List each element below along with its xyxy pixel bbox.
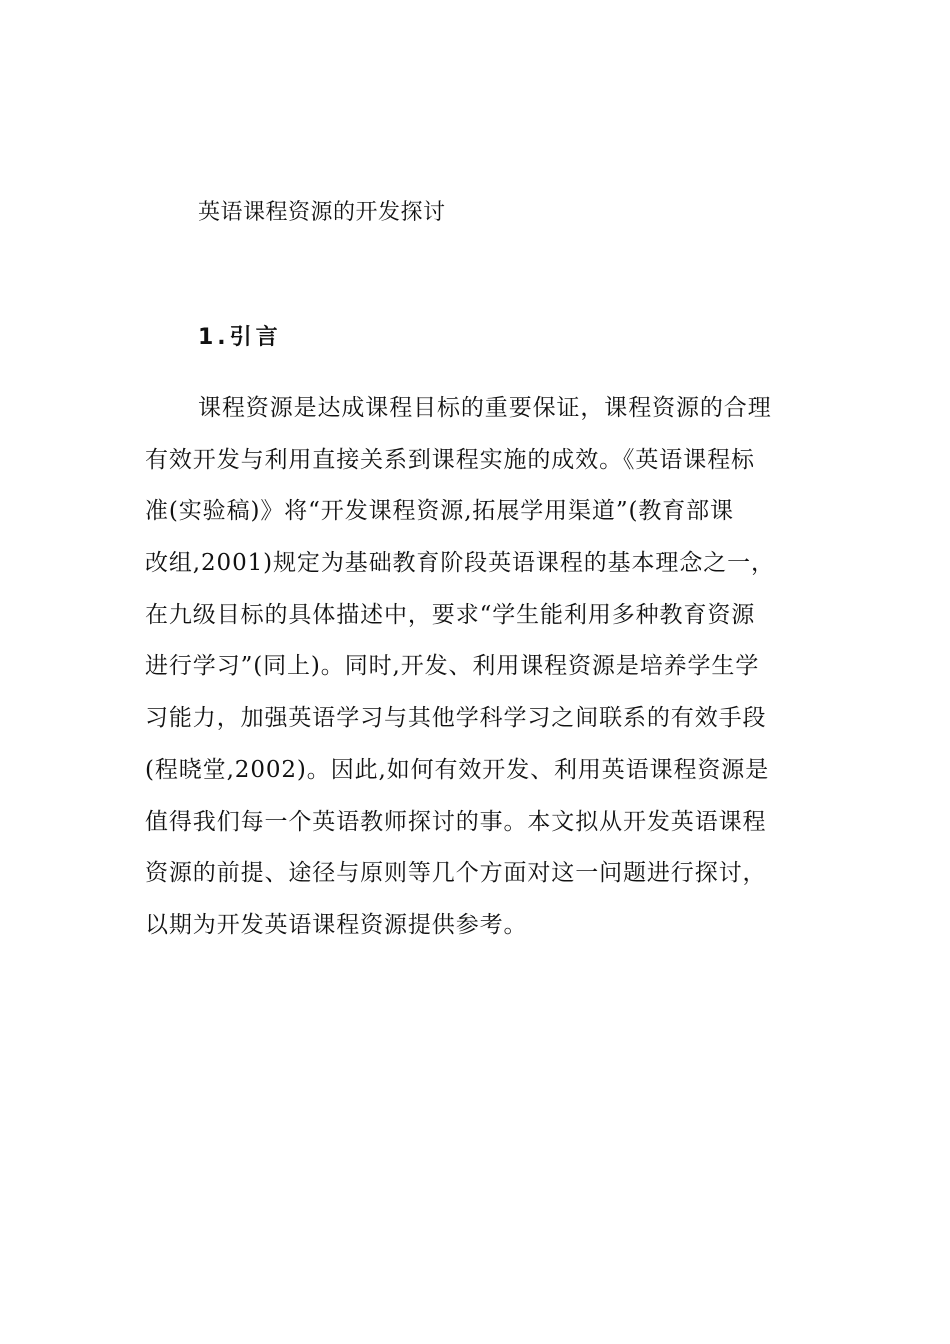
paragraph-line: 准(实验稿)》将“开发课程资源,拓展学用渠道”(教育部课 (145, 498, 734, 525)
paragraph-line: 值得我们每一个英语教师探讨的事。本文拟从开发英语课程 (145, 808, 767, 835)
paragraph-line: 以期为开发英语课程资源提供参考。 (145, 911, 528, 938)
paragraph-line: 课程资源是达成课程目标的重要保证，课程资源的合理 (198, 395, 772, 421)
paragraph-line: 在九级目标的具体描述中，要求“学生能利用多种教育资源 (145, 601, 756, 628)
body-paragraph (145, 383, 810, 952)
paragraph-line: 进行学习”(同上)。同时,开发、利用课程资源是培养学生学 (145, 653, 760, 680)
paragraph-line: 有效开发与利用直接关系到课程实施的成效。《英语课程标 (145, 446, 755, 473)
paragraph-line: 改组,2001)规定为基础教育阶段英语课程的基本理念之一， (145, 550, 775, 577)
paragraph-line: (程晓堂,2002)。因此,如何有效开发、利用英语课程资源是 (145, 756, 770, 783)
paragraph-line: 习能力，加强英语学习与其他学科学习之间联系的有效手段 (145, 705, 767, 732)
document-title: 英语课程资源的开发探讨 (198, 200, 446, 225)
section-heading: 1.引言 (198, 325, 282, 350)
paragraph-line: 资源的前提、途径与原则等几个方面对这一问题进行探讨， (145, 860, 767, 887)
